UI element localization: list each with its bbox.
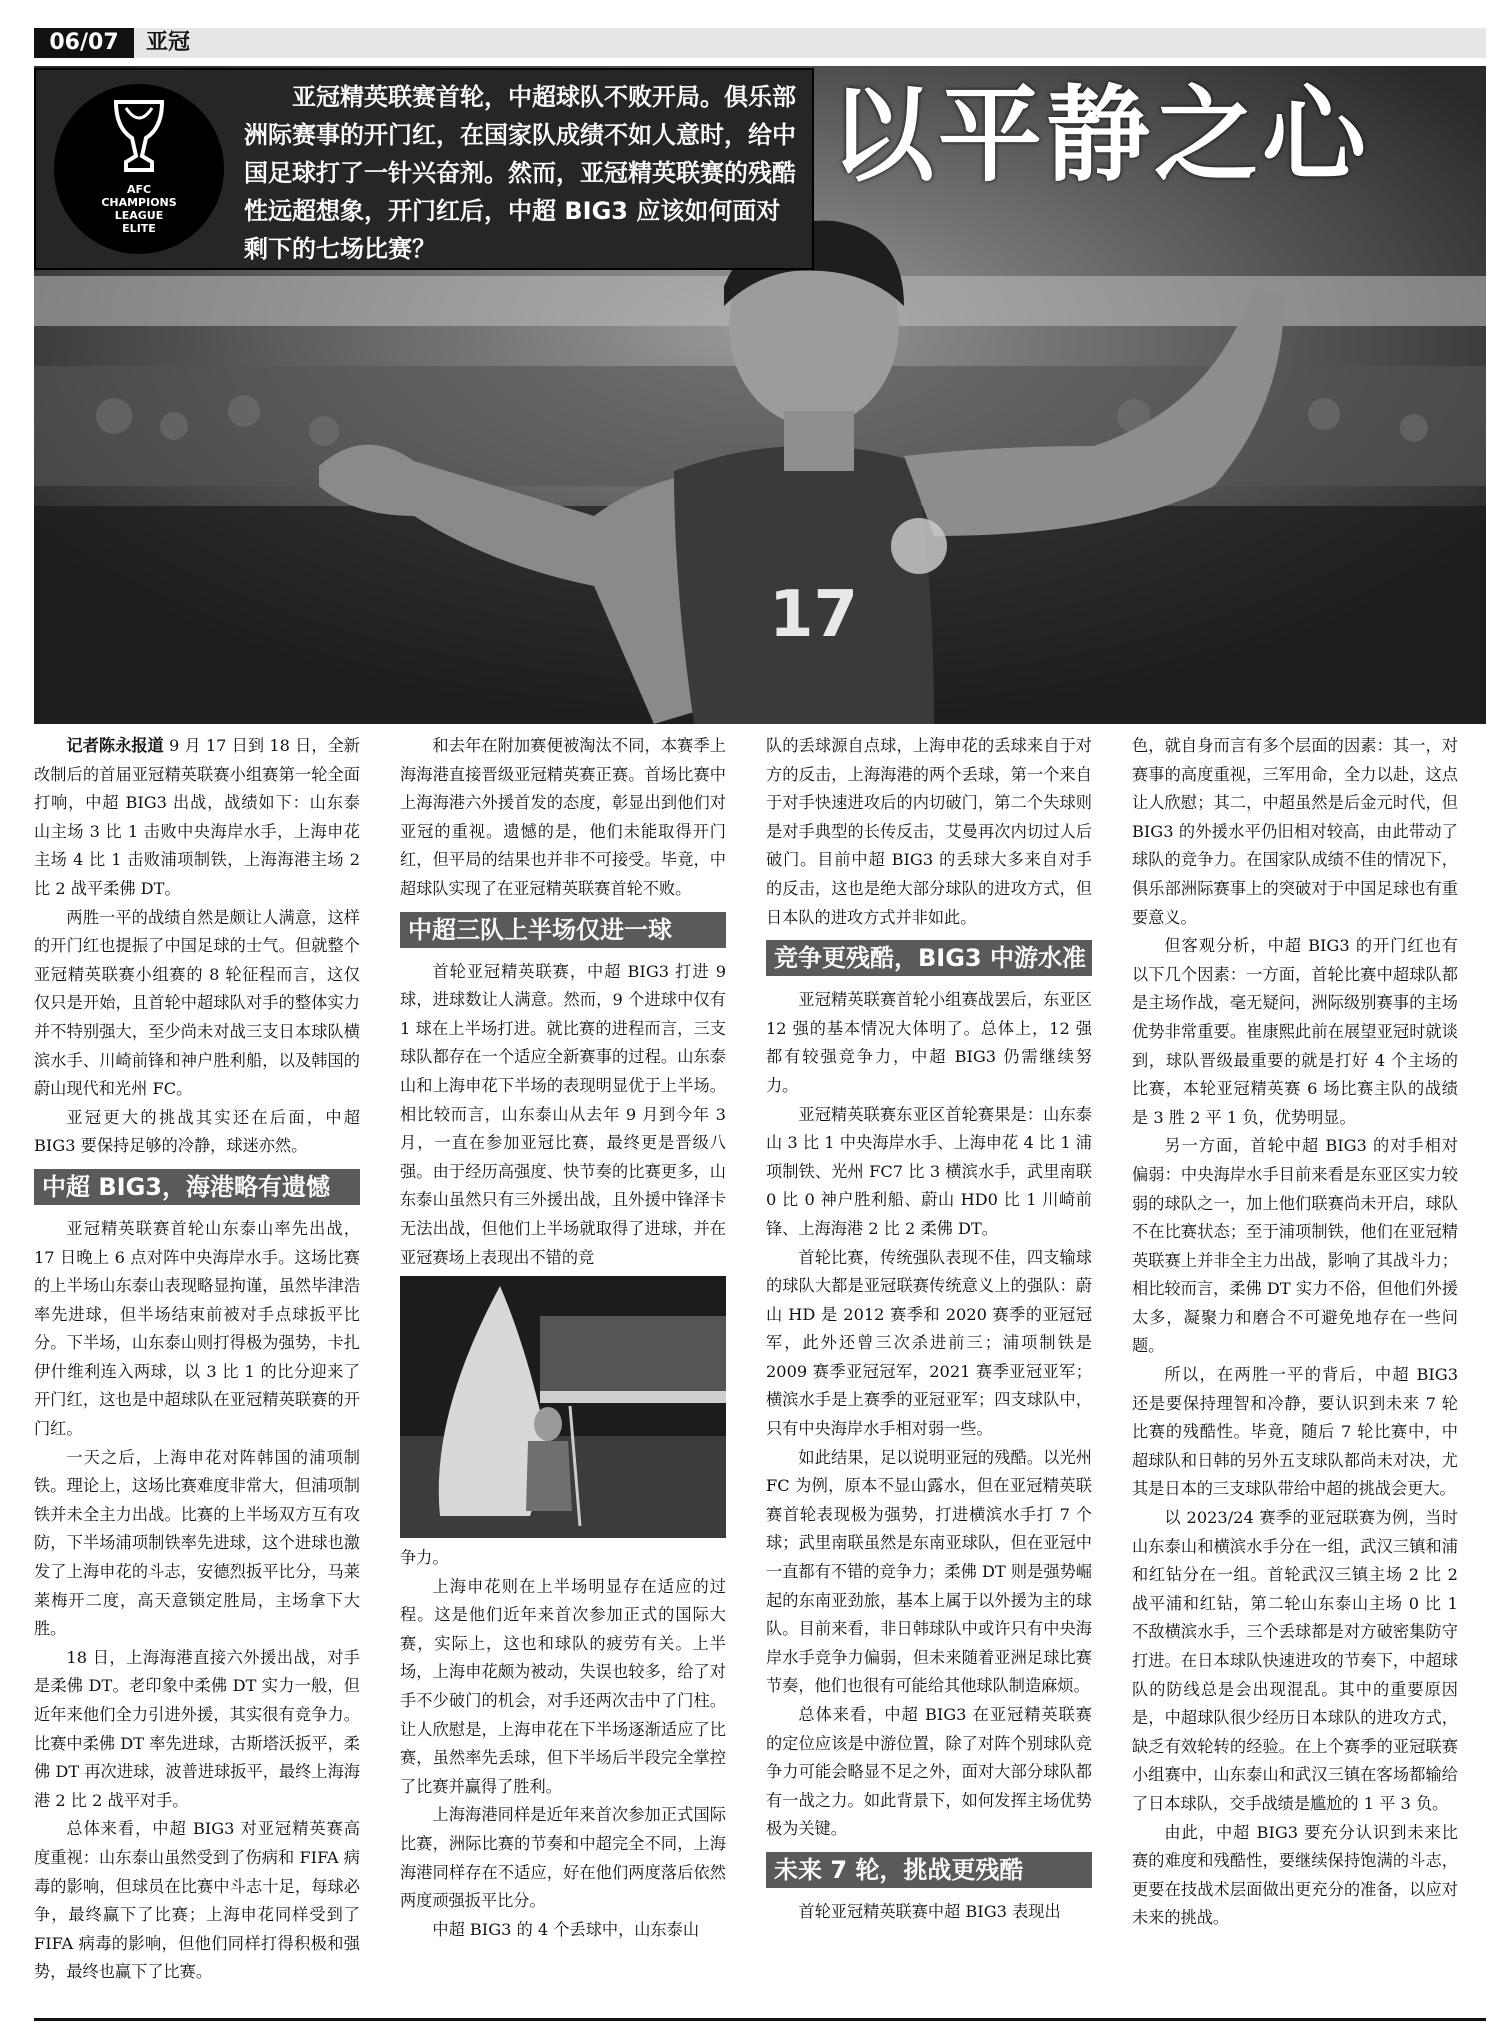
- paragraph: 一天之后，上海申花对阵韩国的浦项制铁。理论上，这场比赛难度非常大，但浦项制铁并未全主力出战。比赛的上半场双方互有攻防，下半场浦项制铁率先进球，这个进球也激发了上海申花的斗志，安德烈扳平比分，马莱莱梅开二度，高天意锁定胜局，主场拿下大胜。: [34, 1447, 360, 1639]
- paragraph: 但客观分析，中超 BIG3 的开门红也有以下几个因素：一方面，首轮比赛中超球队都是主场作战，毫无疑问，洲际级别赛事的主场优势非常重要。崔康熙此前在展望亚冠时就谈到，球队晋级最重要的就是打好 4 个主场的比赛，本轮亚冠精英赛 6 场比赛主队的战绩是 3 胜 2 平 1 负，优势明显。: [1132, 936, 1458, 1127]
- paragraph: [34, 732, 360, 904]
- column-3: [766, 732, 1092, 1927]
- paragraph: 上海海港同样是近年来首次参加正式国际比赛，洲际比赛的节奏和中超完全不同，上海海港同样存在不适应，好在他们两度落后依然两度顽强扳平比分。: [400, 1805, 726, 1911]
- paragraph: 首轮亚冠精英联赛中超 BIG3 表现出: [798, 1901, 1061, 1921]
- paragraph: 两胜一平的战绩自然是颇让人满意，这样的开门红也提振了中国足球的士气。但就整个亚冠精英联赛小组赛的 8 轮征程而言，这仅仅只是开始，且首轮中超球队对手的整体实力并不特别强大，至少尚未对战三支日本球队横滨水手、川崎前锋和神户胜利船，以及韩国的蔚山现代和光州 FC。: [34, 907, 360, 1099]
- byline: 记者陈永报道: [66, 736, 164, 755]
- paragraph: 中超 BIG3 的 4 个丢球中，山东泰山: [432, 1919, 700, 1939]
- logo-line3: LEAGUE: [114, 209, 164, 222]
- paragraph: 色，就自身而言有多个层面的因素：其一，对赛事的高度重视，三军用命，全力以赴，这点让人欣慰；其二，中超虽然是后金元时代，但 BIG3 的外援水平仍旧相对较高，由此带动了球队的竞争力。在国家队成绩不佳的情况下，俱乐部洲际赛事上的突破对于中国足球也有重要意义。: [1132, 736, 1458, 927]
- paragraph: 争力。: [400, 1548, 449, 1568]
- page-number: 06/07: [34, 28, 134, 58]
- paragraph: 总体来看，中超 BIG3 对亚冠精英赛高度重视：山东泰山虽然受到了伤病和 FIFA 病毒的影响，但球员在比赛中斗志十足，每球必争，最终赢下了比赛；上海申花同样受到了 FIFA 病毒的影响，但他们同样打得积极和强势，最终也赢下了比赛。: [34, 1819, 360, 1982]
- trophy-icon: [112, 98, 166, 178]
- subheading: 竞争更残酷，BIG3 中游水准: [766, 940, 1092, 976]
- paragraph: 亚冠精英联赛首轮山东泰山率先出战，17 日晚上 6 点对阵中央海岸水手。这场比赛的上半场山东泰山表现略显拘谨，虽然毕津浩率先进球，但半场结束前被对手点球扳平比分。下半场，山东泰山则打得极为强势，卡扎伊什维利连入两球，以 3 比 1 的比分迎来了开门红，这也是中超球队在亚冠精英联赛的开门红。: [34, 1218, 360, 1439]
- afc-champions-league-elite-logo: [54, 84, 224, 254]
- section-label: 亚冠: [146, 30, 191, 55]
- logo-line4: ELITE: [122, 222, 156, 235]
- subheading: 中超 BIG3，海港略有遗憾: [34, 1169, 360, 1205]
- paragraph: 18 日，上海海港直接六外援出战，对手是柔佛 DT。老印象中柔佛 DT 实力一般，但近年来他们全力引进外援，其实很有竞争力。比赛中柔佛 DT 率先进球，古斯塔沃扳平，柔佛 DT 再次进球，波普进球扳平，最终上海海港 2 比 2 战平对手。: [34, 1647, 360, 1810]
- paragraph: 首轮比赛，传统强队表现不佳，四支输球的球队大都是亚冠联赛传统意义上的强队：蔚山 HD 是 2012 赛季和 2020 赛季的亚冠冠军，此外还曾三次杀进前三；浦项制铁是 2009 赛季亚冠冠军，2021 赛季亚冠亚军；横滨水手是上赛季的亚冠亚军；四支球队中，只有中央海岸水手相对弱一些。: [766, 1247, 1092, 1439]
- logo-line1: AFC: [126, 183, 152, 196]
- paragraph: 所以，在两胜一平的背后，中超 BIG3 还是要保持理智和冷静，要认识到未来 7 轮比赛的残酷性。毕竟，随后 7 轮比赛中，中超球队和日韩的另外五支球队都尚未对决，尤其是日本的三支球队带给中超的挑战会更大。: [1132, 1365, 1458, 1499]
- subheading: 中超三队上半场仅进一球: [400, 912, 726, 948]
- paragraph: 首轮亚冠精英联赛，中超 BIG3 打进 9 球，进球数让人满意。然而，9 个进球中仅有 1 球在上半场打进。就比赛的进程而言，三支球队都存在一个适应全新赛事的过程。山东泰山和上海申花下半场的表现明显优于上半场。相比较而言，山东泰山从去年 9 月到今年 3 月，一直在参加亚冠比赛，最终更是晋级八强。由于经历高强度、快节奏的比赛更多，山东泰山虽然只有三外援出战，且外援中锋泽卡无法出战，但他们上半场就取得了进球，并在亚冠赛场上表现出不错的竞: [400, 961, 726, 1267]
- paragraph: 亚冠精英联赛东亚区首轮赛果是：山东泰山 3 比 1 中央海岸水手、上海申花 4 比 1 浦项制铁、光州 FC7 比 3 横滨水手，武里南联 0 比 0 神户胜利船、蔚山 HD0 比 1 川崎前锋、上海海港 2 比 2 柔佛 DT。: [766, 1104, 1092, 1238]
- paragraph: 上海申花则在上半场明显存在适应的过程。这是他们近年来首次参加正式的国际大赛，实际上，这也和球队的疲劳有关。上半场，上海申花颇为被动，失误也较多，给了对手不少破门的机会，对手还两次击中了门柱。让人欣慰是，上海申花在下半场逐渐适应了比赛，虽然率先丢球，但下半场后半段完全掌控了比赛并赢得了胜利。: [400, 1576, 726, 1796]
- column-1: [34, 732, 360, 1987]
- paragraph: 亚冠更大的挑战其实还在后面，中超 BIG3 要保持足够的冷静，球迷亦然。: [34, 1107, 360, 1156]
- paragraph: 队的丢球源自点球，上海申花的丢球来自于对方的反击，上海海港的两个丢球，第一个来自于对手快速进攻后的内切破门，第二个失球则是对手典型的长传反击，艾曼再次内切过人后破门。目前中超 BIG3 的丢球大多来自对手的反击，这也是绝大部分球队的进攻方式，但日本队的进攻方式并非如此。: [766, 736, 1092, 927]
- footer-rule: [34, 2018, 1486, 2021]
- paragraph: 如此结果，足以说明亚冠的残酷。以光州 FC 为例，原本不显山露水，但在亚冠精英联赛首轮表现极为强势，打进横滨水手打 7 个球；武里南联虽然是东南亚球队，但在亚冠中一直都有不错的竞争力；柔佛 DT 则是强势崛起的东南亚劲旅，基本上属于以外援为主的球队。目前来看，非日韩球队中或许只有中央海岸水手竞争力偏弱，但未来随着亚洲足球比赛节奏，他们也很有可能给其他球队制造麻烦。: [766, 1447, 1092, 1696]
- paragraph-text: 9 月 17 日到 18 日，全新改制后的首届亚冠精英联赛小组赛第一轮全面打响，中超 BIG3 出战，战绩如下：山东泰山主场 3 比 1 击败中央海岸水手，上海申花主场 4 比 1 击败浦项制铁，上海海港主场 2 比 2 战平柔佛 DT。: [34, 736, 360, 898]
- player-with-flag-illustration: [400, 1276, 726, 1538]
- club-crest: [891, 518, 947, 574]
- paragraph: 和去年在附加赛便被淘汰不同，本赛季上海海港直接晋级亚冠精英赛正赛。首场比赛中上海海港六外援首发的态度，彰显出到他们对亚冠的重视。遗憾的是，他们未能取得开门红，但平局的结果也并非不可接受。毕竟，中超球队实现了在亚冠精英联赛首轮不败。: [400, 736, 726, 898]
- logo-line2: CHAMPIONS: [101, 196, 177, 209]
- column-2: [400, 732, 726, 1944]
- intro-text: 亚冠精英联赛首轮，中超球队不败开局。俱乐部洲际赛事的开门红，在国家队成绩不如人意时，给中国足球打了一针兴奋剂。然而，亚冠精英联赛的残酷性远超想象，开门红后，中超 BIG3 应该如何面对剩下的七场比赛？: [244, 83, 796, 263]
- header-bar: [34, 28, 1486, 58]
- paragraph: 由此，中超 BIG3 要充分认识到未来比赛的难度和残酷性，要继续保持饱满的斗志，更要在技战术层面做出更充分的准备，以应对未来的挑战。: [1132, 1822, 1458, 1928]
- jersey-number: 17: [769, 578, 859, 652]
- headline: 以平静之心: [830, 73, 1371, 196]
- inset-photo: [400, 1276, 726, 1538]
- paragraph: 以 2023/24 赛季的亚冠联赛为例，当时山东泰山和横滨水手分在一组，武汉三镇和浦和红钻分在一组。首轮武汉三镇主场 2 比 2 战平浦和红钻，第二轮山东泰山主场 0 比 1 不敌横滨水手，三个丢球都是对方破密集防守打进。在日本球队快速进攻的节奏下，中超球队的防线总是会出现混乱。其中的重要原因是，中超球队很少经历日本球队的进攻方式，缺乏有效轮转的经验。在上个赛季的亚冠联赛小组赛中，山东泰山和武汉三镇在客场都输给了日本球队，交手战绩是尴尬的 1 平 3 负。: [1132, 1508, 1458, 1813]
- paragraph: 总体来看，中超 BIG3 在亚冠精英联赛的定位应该是中游位置，除了对阵个别球队竞争力可能会略显不足之外，面对大部分球队都有一战之力。如此背景下，如何发挥主场优势极为关键。: [766, 1705, 1092, 1839]
- paragraph: 另一方面，首轮中超 BIG3 的对手相对偏弱：中央海岸水手目前来看是东亚区实力较弱的球队之一，加上他们联赛尚未开启，球队不在比赛状态；至于浦项制铁，他们在亚冠精英联赛上并非全主力出战，影响了其战斗力；相比较而言，柔佛 DT 实力不俗，但他们外援太多，凝聚力和磨合不可避免地存在一些问题。: [1132, 1136, 1458, 1356]
- column-4: [1132, 732, 1458, 1933]
- paragraph: 亚冠精英联赛首轮小组赛战罢后，东亚区 12 强的基本情况大体明了。总体上，12 强都有较强竞争力，中超 BIG3 仍需继续努力。: [766, 990, 1092, 1095]
- subheading: 未来 7 轮，挑战更残酷: [766, 1852, 1092, 1888]
